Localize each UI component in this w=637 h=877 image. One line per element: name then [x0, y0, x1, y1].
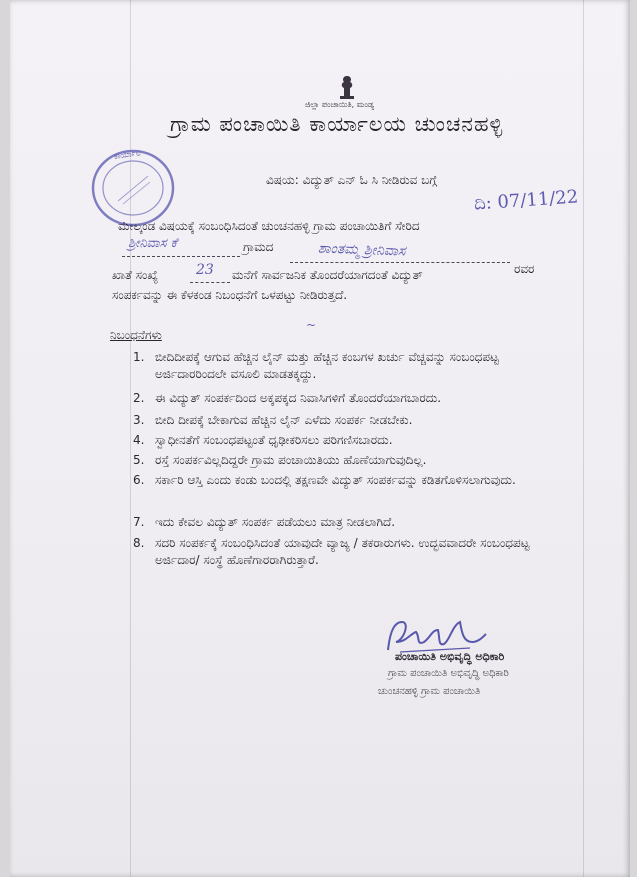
conditions-heading: ನಿಬಂಧನೆಗಳು [110, 328, 162, 342]
name-blank [122, 256, 240, 257]
body-line-4: ಸಂಪರ್ಕವನ್ನು ಈ ಕೆಳಕಂಡ ನಿಬಂಧನೆಗೆ ಒಳಪಟ್ಟು ನೀಡಿರುತ್ತದೆ. [112, 288, 348, 302]
subject-line [266, 173, 437, 188]
village-label: ಗ್ರಾಮದ [243, 240, 274, 254]
condition-number: 5. [133, 453, 145, 467]
government-emblem-icon [336, 74, 358, 100]
village-blank [290, 262, 510, 263]
handwritten-date: ದಿ: 07/11/22 [473, 186, 579, 215]
fold-line [130, 0, 131, 877]
condition-text: ಸದರಿ ಸಂಪರ್ಕಕ್ಕೆ ಸಂಬಂಧಿಸಿದಂತೆ ಯಾವುದೇ ವ್ಯಾಜ್ಯ / ತಕರಾರುಗಳು. ಉದ್ಭವವಾದರೇ ಸಂಬಂಧಪಟ್ಟ ಅರ್ಜಿದಾರ/ ಸಂಸ್ಥೆ ಹೊಣೆಗಾರರಾಗಿರುತ್ತಾರೆ. [155, 536, 530, 567]
khate-blank [190, 282, 230, 283]
body-line-3: ಮನೆಗೆ ಸಾರ್ವಜನಿಕ ತೊಂದರೆಯಾಗದಂತೆ ವಿದ್ಯುತ್ [232, 268, 423, 282]
condition-number: 3. [133, 413, 145, 427]
signatory-title: ಪಂಚಾಯಿತಿ ಅಭಿವೃದ್ಧಿ ಅಧಿಕಾರಿ [395, 650, 505, 663]
pen-tick-mark: ~ [306, 318, 317, 332]
condition-text: ಸರ್ಕಾರಿ ಆಸ್ತಿ ಎಂದು ಕಂಡು ಬಂದಲ್ಲಿ ತಕ್ಷಣವೇ ವಿದ್ಯುತ್ ಸಂಪರ್ಕವನ್ನು ಕಡಿತಗೊಳಿಸಲಾಗುವುದು. [155, 473, 516, 487]
ravara-text: ರವರ [514, 262, 535, 276]
fold-line [583, 0, 584, 877]
office-title: ಗ್ರಾಮ ಪಂಚಾಯಿತಿ ಕಾರ್ಯಾಲಯ ಚುಂಚನಹಳ್ಳಿ [170, 112, 504, 136]
khate-number-handwritten: 23 [196, 262, 214, 278]
condition-text: ಈ ವಿದ್ಯುತ್ ಸಂಪರ್ಕದಿಂದ ಅಕ್ಕಪಕ್ಕದ ನಿವಾಸಿಗಳಿಗೆ ತೊಂದರೆಯಾಗಬಾರದು. [155, 391, 442, 405]
condition-text: ರಸ್ತೆ ಸಂಪರ್ಕವಿಲ್ಲದಿದ್ದರೇ ಗ್ರಾಮ ಪಂಚಾಯಿತಿಯು ಹೊಣೆಯಾಗುವುದಿಲ್ಲ. [155, 453, 427, 467]
condition-number: 8. [133, 536, 145, 550]
body-line-1: ಮೇಲ್ಕಂಡ ವಿಷಯಕ್ಕೆ ಸಂಬಂಧಿಸಿದಂತೆ ಚುಂಚನಹಳ್ಳಿ ಗ್ರಾಮ ಪಂಚಾಯಿತಿಗೆ ಸೇರಿದ [118, 219, 420, 233]
signatory-panchayat: ಚುಂಚನಹಳ್ಳಿ ಗ್ರಾಮ ಪಂಚಾಯಿತಿ [378, 686, 481, 697]
office-district: ಜಿಲ್ಲಾ ಪಂಚಾಯಿತಿ, ಮಂಡ್ಯ [305, 100, 375, 109]
condition-text: ಬೀದಿ ದೀಪಕ್ಕೆ ಬೇಕಾಗುವ ಹೆಚ್ಚಿನ ಲೈನ್ ಎಳೆದು ಸಂಪರ್ಕ ನೀಡಬೇಕು. [155, 413, 413, 427]
condition-number: 1. [133, 350, 145, 364]
condition-number: 2. [133, 391, 145, 405]
applicant-name-handwritten: ಶ್ರೀನಿವಾಸ ಕೆ [128, 236, 178, 251]
condition-number: 6. [133, 473, 145, 487]
condition-text: ಇದು ಕೇವಲ ವಿದ್ಯುತ್ ಸಂಪರ್ಕ ಪಡೆಯಲು ಮಾತ್ರ ನೀಡಲಾಗಿದೆ. [155, 515, 396, 529]
subject-text: ವಿದ್ಯುತ್ ಎನ್ ಓ ಸಿ ನೀಡಿರುವ ಬಗ್ಗೆ [302, 173, 437, 187]
condition-text: ಸ್ವಾಧೀನತೆಗೆ ಸಂಬಂಧಪಟ್ಟಂತೆ ಧೃಢೀಕರಿಸಲು ಪರಿಗಣಿಸಬಾರದು. [155, 433, 393, 447]
signatory-office-stamp: ಗ್ರಾಮ ಪಂಚಾಯಿತಿ ಅಭಿವೃದ್ಧಿ ಅಧಿಕಾರಿ [388, 668, 509, 679]
condition-number: 7. [133, 515, 145, 529]
subject-label: ವಿಷಯ: [266, 173, 299, 187]
village-handwritten: ಶಾಂತಮ್ಮ ಶ್ರೀನಿವಾಸ [317, 240, 406, 260]
khate-label: ಖಾತೆ ಸಂಖ್ಯೆ [112, 268, 159, 282]
condition-number: 4. [133, 433, 145, 447]
condition-text: ಬೀದಿದೀಪಕ್ಕೆ ಆಗುವ ಹೆಚ್ಚಿನ ಲೈನ್ ಮತ್ತು ಹೆಚ್ಚಿನ ಕಂಬಗಳ ಖರ್ಚು ವೆಚ್ಚವನ್ನು ಸಂಬಂಧಪಟ್ಟ ಅರ್ಜಿದಾರರಿಂದಲೇ ವಸೂಲಿ ಮಾಡತಕ್ಕದ್ದು. [155, 350, 499, 381]
stamp-text: ಕಾರ್ಯಾಲ [113, 148, 142, 161]
